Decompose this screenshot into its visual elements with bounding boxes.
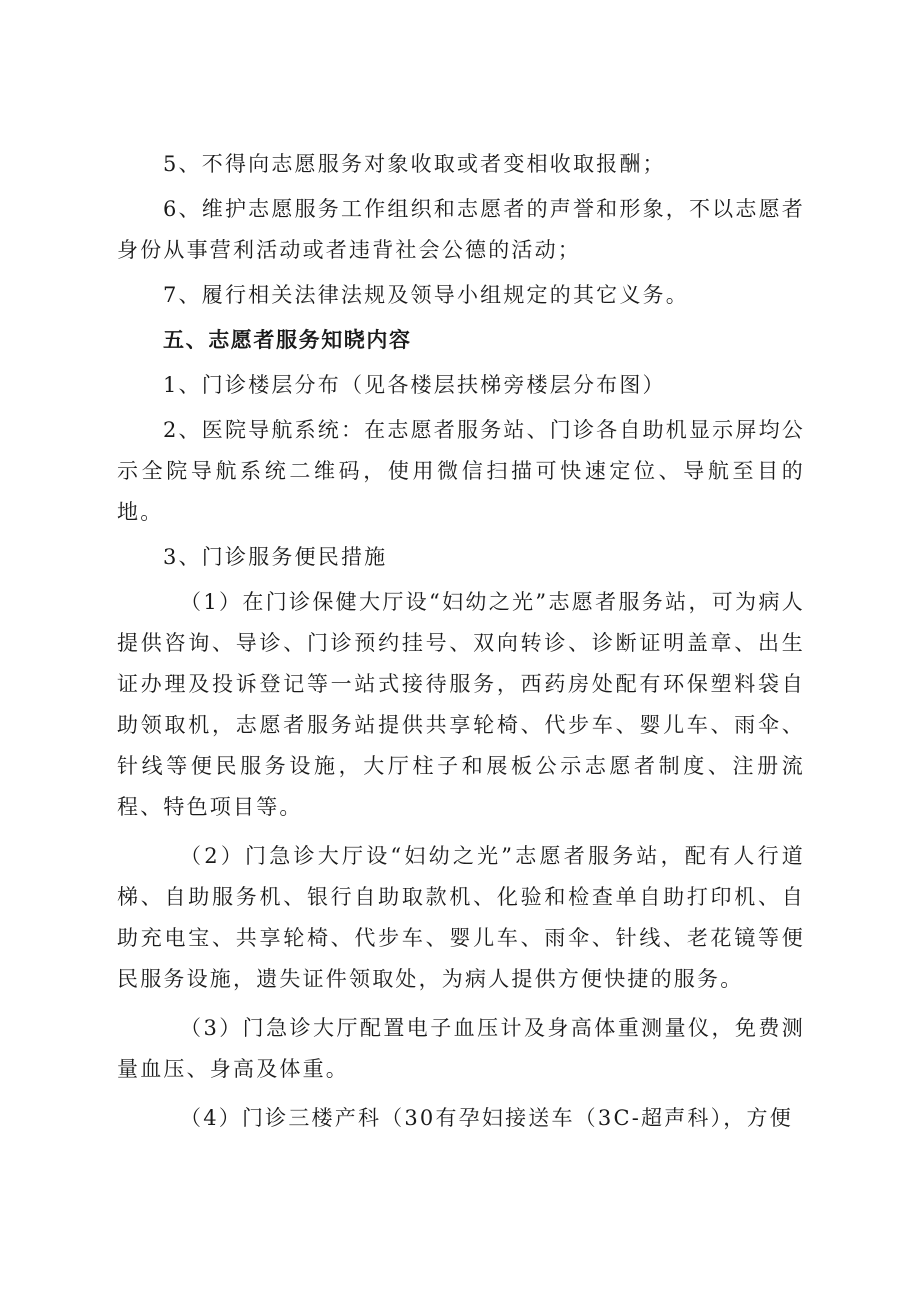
paragraph-floor-layout: 1、门诊楼层分布（见各楼层扶梯旁楼层分布图）: [163, 373, 666, 397]
section-heading: 五、志愿者服务知晓内容: [163, 328, 412, 352]
document-page: [117, 144, 805, 1139]
paragraph-navigation-system: 2、医院导航系统：在志愿者服务站、门诊各自助机显示屏均公示全院导航系统二维码，使用微信扫描可快速定位、导航至目的地。: [117, 418, 805, 524]
paragraph-item-6: 6、维护志愿服务工作组织和志愿者的声誉和形象，不以志愿者身份从事营利活动或者违背社会公德的活动；: [117, 197, 805, 262]
paragraph-measure-4: （4）门诊三楼产科（30有孕妇接送车（3C-超声科），方便: [180, 1106, 793, 1130]
paragraph-item-7: 7、履行相关法律法规及领导小组规定的其它义务。: [163, 283, 689, 307]
paragraph-convenience-measures: 3、门诊服务便民措施: [163, 545, 388, 569]
paragraph-measure-1: （1）在门诊保健大厅设“妇幼之光”志愿者服务站，可为病人提供咨询、导诊、门诊预约挂号、双向转诊、诊断证明盖章、出生证办理及投诉登记等一站式接待服务，西药房处配有环保塑料袋自助领取机，志愿者服务站提供共享轮椅、代步车、婴儿车、雨伞、针线等便民服务设施，大厅柱子和展板公示志愿者制度、注册流程、特色项目等。: [117, 590, 805, 819]
paragraph-measure-2: （2）门急诊大厅设“妇幼之光”志愿者服务站，配有人行道梯、自助服务机、银行自助取款机、化验和检查单自助打印机、自助充电宝、共享轮椅、代步车、婴儿车、雨伞、针线、老花镜等便民服务设施，遗失证件领取处，为病人提供方便快捷的服务。: [117, 844, 805, 991]
paragraph-measure-3: （3）门急诊大厅配置电子血压计及身高体重测量仪，免费测量血压、身高及体重。: [117, 1016, 805, 1081]
paragraph-item-5: 5、不得向志愿服务对象收取或者变相收取报酬；: [163, 152, 666, 176]
